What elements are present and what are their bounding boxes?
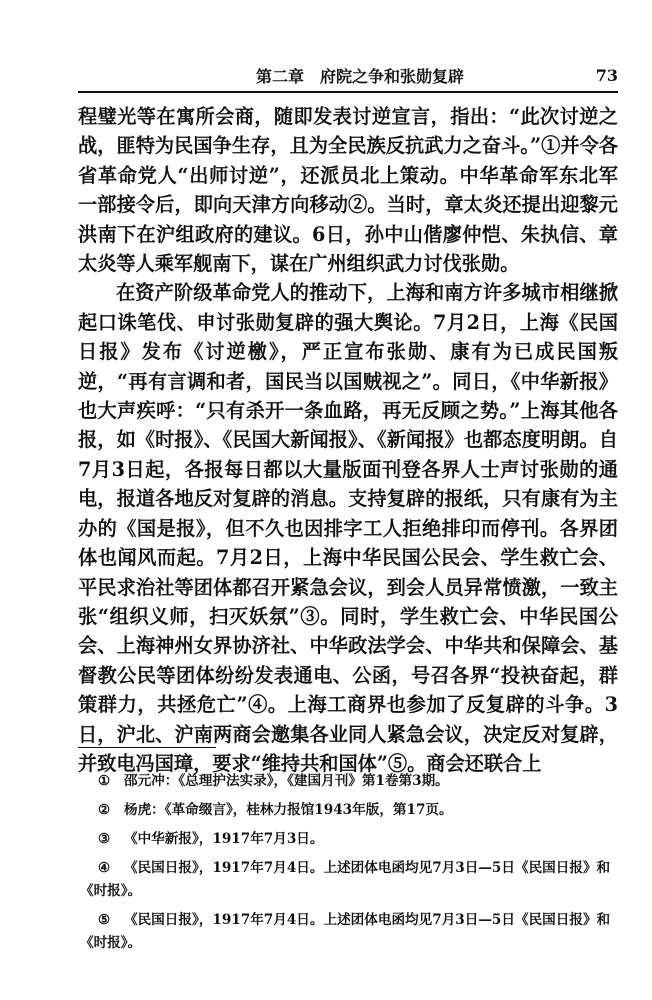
header-rule [78,91,618,93]
footnote-3 [80,828,618,851]
page-number: 73 [595,66,618,85]
running-header [78,60,618,88]
footnote-text: 杨虎：《革命缀言》，桂林力报馆1943年版，第17页。 [124,802,453,818]
footnote-4 [80,857,618,903]
footnote-5 [80,909,618,955]
footnote-1 [80,770,618,793]
footnote-2 [80,799,618,822]
footnote-text: 《中华新报》，1917年7月3日。 [124,831,324,847]
footnote-text: 邵元冲：《总理护法实录》，《建国月刊》第1卷第3期。 [124,773,449,789]
footnote-marker: ④ [98,860,111,876]
footnotes [80,770,618,961]
footnote-text: 《民国日报》，1917年7月4日。上述团体电函均见7月3日—5日《民国日报》和《时报》。 [80,860,611,899]
footnote-marker: ⑤ [98,912,111,928]
body-text [78,102,618,778]
footnote-marker: ① [98,773,111,789]
footnote-marker: ③ [98,831,111,847]
chapter-title: 第二章 府院之争和张勋复辟 [256,67,465,86]
paragraph-1: 程璧光等在寓所会商，随即发表讨逆宣言，指出：“此次讨逆之战，匪特为民国争生存，且为全民族反抗武力之奋斗。”①并令各省革命党人“出师讨逆”，还派员北上策动。中华革命军东北军一部接令后，即向天津方向移动②。当时，章太炎还提出迎黎元洪南下在沪组政府的建议。6日，孙中山偕廖仲恺、朱执信、章太炎等人乘军舰南下，谋在广州组织武力讨伐张勋。 [78,105,618,276]
footnote-rule [78,747,216,748]
footnote-text: 《民国日报》，1917年7月4日。上述团体电函均见7月3日—5日《民国日报》和《时报》。 [80,912,611,951]
footnote-marker: ② [98,802,111,818]
paragraph-2: 在资产阶级革命党人的推动下，上海和南方许多城市相继掀起口诛笔伐、申讨张勋复辟的强大舆论。7月2日，上海《民国日报》发布《讨逆檄》，严正宣布张勋、康有为已成民国叛逆，“再有言调和者，国民当以国贼视之”。同日，《中华新报》也大声疾呼：“只有杀开一条血路，再无反顾之势。”上海其他各报，如《时报》、《民国大新闻报》、《新闻报》也都态度明朗。自7月3日起，各报每日都以大量版面刊登各界人士声讨张勋的通电，报道各地反对复辟的消息。支持复辟的报纸，只有康有为主办的《国是报》，但不久也因排字工人拒绝排印而停刊。各界团体也闻风而起。7月2日，上海中华民国公民会、学生救亡会、平民求治社等团体都召开紧急会议，到会人员异常愤激，一致主张“组织义师，扫灭妖氛”③。同时，学生救亡会、中华民国公会、上海神州女界协济社、中华政法学会、中华共和保障会、基督教公民等团体纷纷发表通电、公函，号召各界“投袂奋起，群策群力，共拯危亡”④。上海工商界也参加了反复辟的斗争。3日，沪北、沪南两商会邀集各业同人紧急会议，决定反对复辟，并致电冯国璋，要求“维持共和国体”⑤。商会还联合上 [78,281,618,775]
